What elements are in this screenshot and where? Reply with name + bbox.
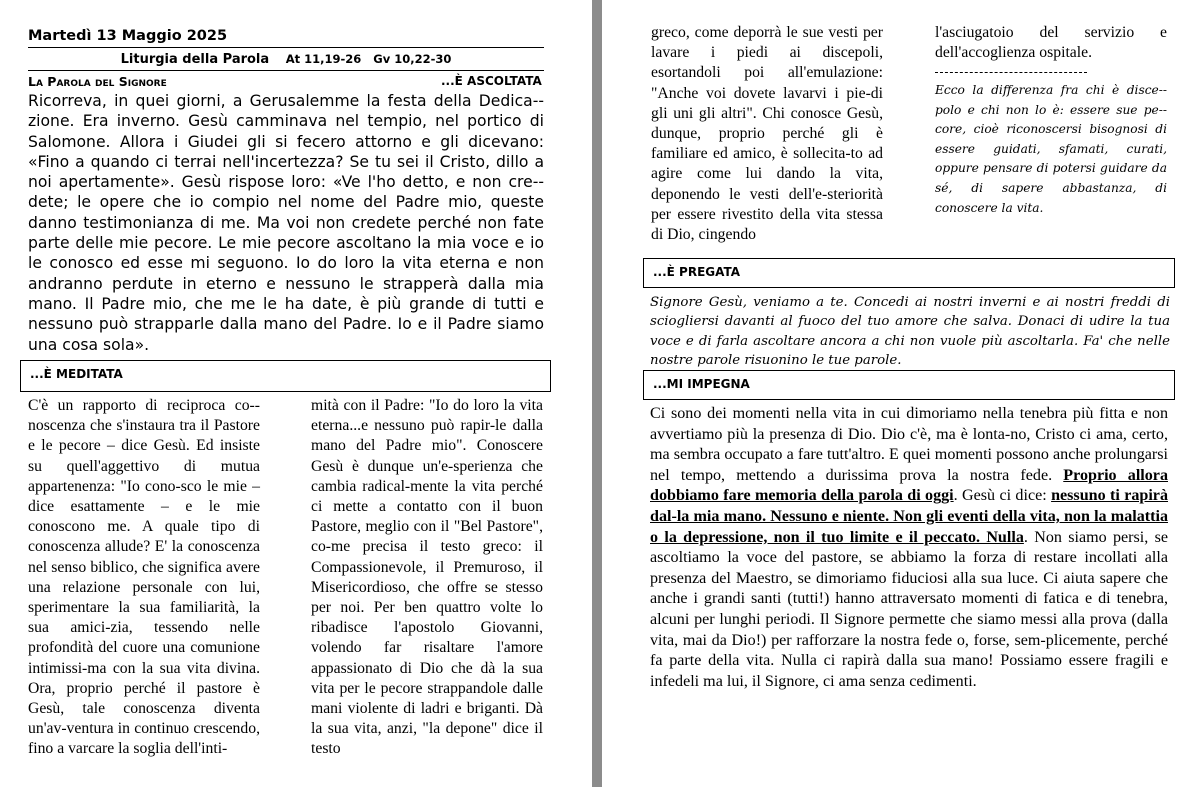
reading-ref-first: At 11,19-26 xyxy=(285,52,362,66)
liturgy-title: Liturgia della Parola xyxy=(120,52,270,67)
note-separator xyxy=(935,72,1087,73)
commitment-text xyxy=(650,404,1168,692)
meditata-column-1: C'è un rapporto di reciproca co-noscenza che s'instaura tra il Pastore e le pecore – dice Gesù. Ed insiste su quell'aggettivo di mutua appartenenza: "Io cono-sco le mie – dice esattamente – e le mie conoscono me. A quale tipo di conoscenza allude? E' la conoscenza nel senso biblico, che significa avere una relazione personale con lui, sperimentare la sua familiarità, la sua amici-zia, tessendo nelle profondità del cuore una comunione intimissi-ma con la sua vita divina. Ora, proprio perché il pastore è Gesù, tale conoscenza diventa un'av-ventura in continuo crescendo, fino a varcare la soglia dell'inti- xyxy=(28,397,260,758)
commitment-text-3: . Non siamo persi, se ascoltiamo la voce del pastore, se abbiamo la forza di restare incollati alla presenza del Maestro, se dimoriamo fiduciosi alla sua luce. Ci aiuta sapere che anche i grandi santi (tutti!) hanno attraversato momenti di fatica e di tenebra, alcuni per lunghi periodi. Il Signore permette che siamo messi alla prova (dalla vita, mai da Dio!) per rafforzare la nostra fede o, forse, sem-plicemente, perché fa parte della vita. Nulla ci rapirà dalla sua mano! Possiamo essere fragili e infedeli ma lui, il Signore, ci ama senza cedimenti. xyxy=(650,528,1169,690)
left-page xyxy=(0,0,592,787)
date-heading: Martedì 13 Maggio 2025 xyxy=(28,28,228,44)
prayer-text: Signore Gesù, veniamo a te. Concedi ai nostri inverni e ai nostri freddi di sciogliersi davanti al fuoco del tuo amore che salva. Donaci di udire la tua voce e di farla ascoltare ancora a chi non vuole più ascoltarla. Fa' che nelle nostre parole risuonino le tue parole. xyxy=(650,295,1170,368)
header-rule xyxy=(28,47,544,48)
meditata-header xyxy=(20,360,551,392)
liturgy-rule xyxy=(28,70,544,71)
reading-ref-gospel: Gv 10,22-30 xyxy=(373,52,452,66)
impegna-label: ...MI IMPEGNA xyxy=(653,377,750,391)
pregata-header xyxy=(643,258,1175,288)
meditata-label: ...È MEDITATA xyxy=(30,367,123,381)
meditata-column-4: l'asciugatoio del servizio e dell'accoglienza ospitale. xyxy=(935,24,1167,62)
impegna-header xyxy=(643,370,1175,400)
commitment-emphasis-1: Proprio allora dobbiamo fare memoria della parola di oggi xyxy=(650,466,1168,505)
liturgy-title-line xyxy=(28,52,544,67)
commitment-text-2: . Gesù ci dice: xyxy=(953,487,1052,505)
gospel-text: Ricorreva, in quei giorni, a Gerusalemme la festa della Dedica-zione. Era inverno. Gesù camminava nel tempio, nel portico di Salomone. Allora i Giudei gli si fecero attorno e gli dicevano: «Fino a quando ci terrai nell'incertezza? Se tu sei il Cristo, dillo a noi apertamente». Gesù rispose loro: «Ve l'ho detto, e non cre-dete; le opere che io compio nel nome del Padre mio, queste danno testimonianza di me. Ma voi non credete perché non fate parte delle mie pecore. Le mie pecore ascoltano la mia voce e io le conosco ed esse mi seguono. Io do loro la vita eterna e non andranno perdute in eterno e nessuno le strapperà dalla mia mano. Il Padre mio, che me le ha date, è più grande di tutti e nessuno può strapparle dalla mano del Padre. Io e il Padre siamo una cosa sola». xyxy=(28,92,544,354)
word-of-lord-label: La Parola del Signore xyxy=(28,74,167,89)
page-gutter xyxy=(592,0,602,787)
pregata-label: ...È PREGATA xyxy=(653,265,741,279)
commitment-emphasis-2: nessuno ti rapirà dal-la mia mano. Nessuno e niente. Non gli eventi della vita, non la malattia o la depressione, non il tuo limite e il peccato. Nulla xyxy=(650,487,1169,546)
meditata-note: Ecco la differenza fra chi è disce-polo e chi non lo è: essere sue pe-core, cioè riconoscersi bisognosi di essere guidati, sfamati, curati, oppure pensare di potersi guidare da sé, di sapere abbastanza, di conoscere la vita. xyxy=(935,83,1167,215)
meditata-column-2: mità con il Padre: "Io do loro la vita eterna...e nessuno può rapir-le dalla mano del Padre mio". Conoscere Gesù è dunque un'e-sperienza che cambia radical-mente la vita perché ci mette a contatto con il buon Pastore, meglio con il "Bel Pastore", co-me precisa il testo greco: il Compassionevole, il Premuroso, il Misericordioso, che offre se stesso per noi. Per ben quattro volte lo ribadisce l'apostolo Giovanni, volendo far risaltare l'amore appassionato di Dio che dà la sua vita per le pecore strappandole dalle mani violente di ladri e briganti. Dà la sua vita, anzi, "la depone" dice il testo xyxy=(311,397,543,758)
reading-refs xyxy=(278,52,452,66)
commitment-text-1: Ci sono dei momenti nella vita in cui dimoriamo nella tenebra più fitta e non avvertiamo più la presenza di Dio. Dio c'è, ma è lonta-no, Cristo ci ama, certo, ma sembra occupato a fare tutt'altro. E quei momenti possono anche prolungarsi nel tempo, mettendo a durissima prova la nostra fede. xyxy=(650,405,1168,484)
meditata-column-3: greco, come deporrà le sue vesti per lavare i piedi ai discepoli, esortandoli poi all'emulazione: "Anche voi dovete lavarvi i pie-di gli uni gli altri". Chi conosce Gesù, dunque, proprio perché gli è familiare ed amico, è sollecita-to ad agire come lui dando la vita, deponendo le vesti dell'e-steriorità per essere rivestito della vita stessa di Dio, cingendo xyxy=(651,24,883,244)
heard-label: ...È ASCOLTATA xyxy=(441,74,542,88)
